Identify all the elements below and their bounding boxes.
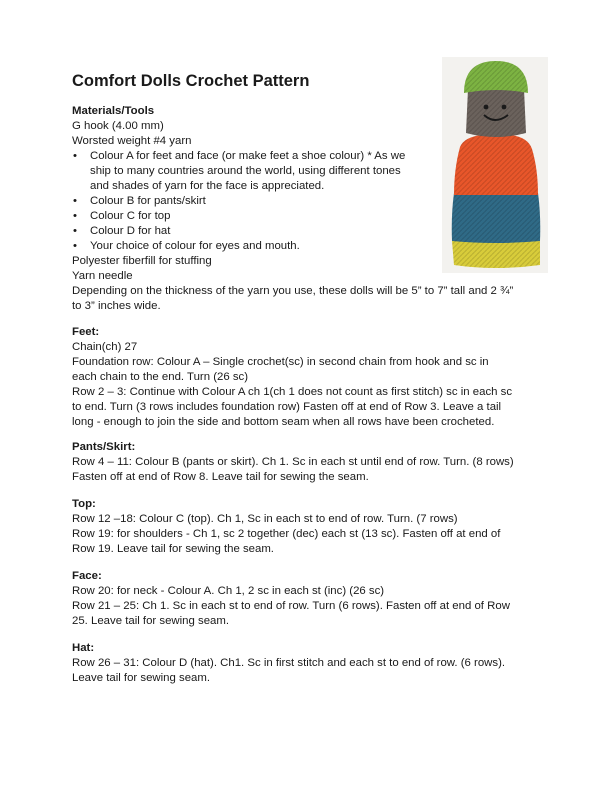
bullet-text: • Colour A for feet and face (or make feet a shoe colour) * As we (90, 150, 406, 162)
materials-section (72, 104, 514, 314)
list-item (72, 239, 432, 254)
materials-heading: Materials/Tools (72, 105, 155, 117)
materials-line: Depending on the thickness of the yarn you use, these dolls will be 5” to 7” tall and 2 ¾” (72, 285, 514, 297)
materials-line: Polyester fiberfill for stuffing (72, 255, 212, 267)
face-line: Row 20: for neck - Colour A. Ch 1, 2 sc in each st (inc) (26 sc) (72, 585, 385, 597)
materials-line: Worsted weight #4 yarn (72, 135, 192, 147)
doll-eye-right (502, 105, 507, 110)
feet-line: each chain to the end. Turn (26 sc) (72, 371, 249, 383)
bullet-text: ship to many countries around the world, using different tones (90, 165, 401, 177)
bullet-text: • Colour B for pants/skirt (90, 195, 206, 207)
feet-line: Row 2 – 3: Continue with Colour A ch 1(ch 1 does not count as first stitch) sc in each sc (72, 386, 513, 398)
top-section (72, 497, 542, 557)
top-line: Row 19. Leave tail for sewing the seam. (72, 543, 274, 555)
list-item (72, 149, 432, 194)
feet-line: Foundation row: Colour A – Single crochet(sc) in second chain from hook and sc in (72, 356, 489, 368)
hat-line: Row 26 – 31: Colour D (hat). Ch1. Sc in first stitch and each st to end of row. (6 rows). (72, 657, 506, 669)
top-line: Row 12 –18: Colour C (top). Ch 1, Sc in each st to end of row. Turn. (7 rows) (72, 513, 458, 525)
bullet-text: • Your choice of colour for eyes and mouth. (90, 240, 300, 252)
bullet-text: • Colour C for top (90, 210, 171, 222)
hat-heading: Hat: (72, 642, 95, 654)
feet-section (72, 325, 542, 430)
bullet-text: and shades of yarn for the face is appreciated. (90, 180, 325, 192)
pants-line: Row 4 – 11: Colour B (pants or skirt). Ch 1. Sc in each st until end of row. Turn. (8 rows) (72, 456, 514, 468)
crochet-doll-image (442, 57, 548, 273)
doll-photo (442, 57, 548, 273)
face-line: 25. Leave tail for sewing seam. (72, 615, 230, 627)
materials-line: G hook (4.00 mm) (72, 120, 164, 132)
feet-line: to end. Turn (3 rows includes foundation row) Fasten off at end of Row 3. Leave a tail (72, 401, 502, 413)
materials-line: to 3” inches wide. (72, 300, 161, 312)
list-item (72, 209, 432, 224)
materials-line: Yarn needle (72, 270, 133, 282)
feet-line: Chain(ch) 27 (72, 341, 138, 353)
pants-line: Fasten off at end of Row 8. Leave tail for sewing the seam. (72, 471, 369, 483)
materials-list (72, 149, 432, 254)
hat-line: Leave tail for sewing seam. (72, 672, 211, 684)
top-heading: Top: (72, 498, 96, 510)
list-item (72, 194, 432, 209)
pants-heading: Pants/Skirt: (72, 441, 136, 453)
feet-line: long - enough to join the side and bottom seam when all rows have been crocheted. (72, 416, 495, 428)
feet-heading: Feet: (72, 326, 100, 338)
hat-section (72, 641, 542, 686)
face-line: Row 21 – 25: Ch 1. Sc in each st to end of row. Turn (6 rows). Fasten off at end of Row (72, 600, 510, 612)
bullet-text: • Colour D for hat (90, 225, 171, 237)
pants-section (72, 440, 542, 485)
doll-eye-left (484, 105, 489, 110)
page-title: Comfort Dolls Crochet Pattern (72, 72, 310, 90)
top-line: Row 19: for shoulders - Ch 1, sc 2 together (dec) each st (13 sc). Fasten off at end of (72, 528, 501, 540)
face-heading: Face: (72, 570, 102, 582)
face-section (72, 569, 542, 629)
list-item (72, 224, 432, 239)
